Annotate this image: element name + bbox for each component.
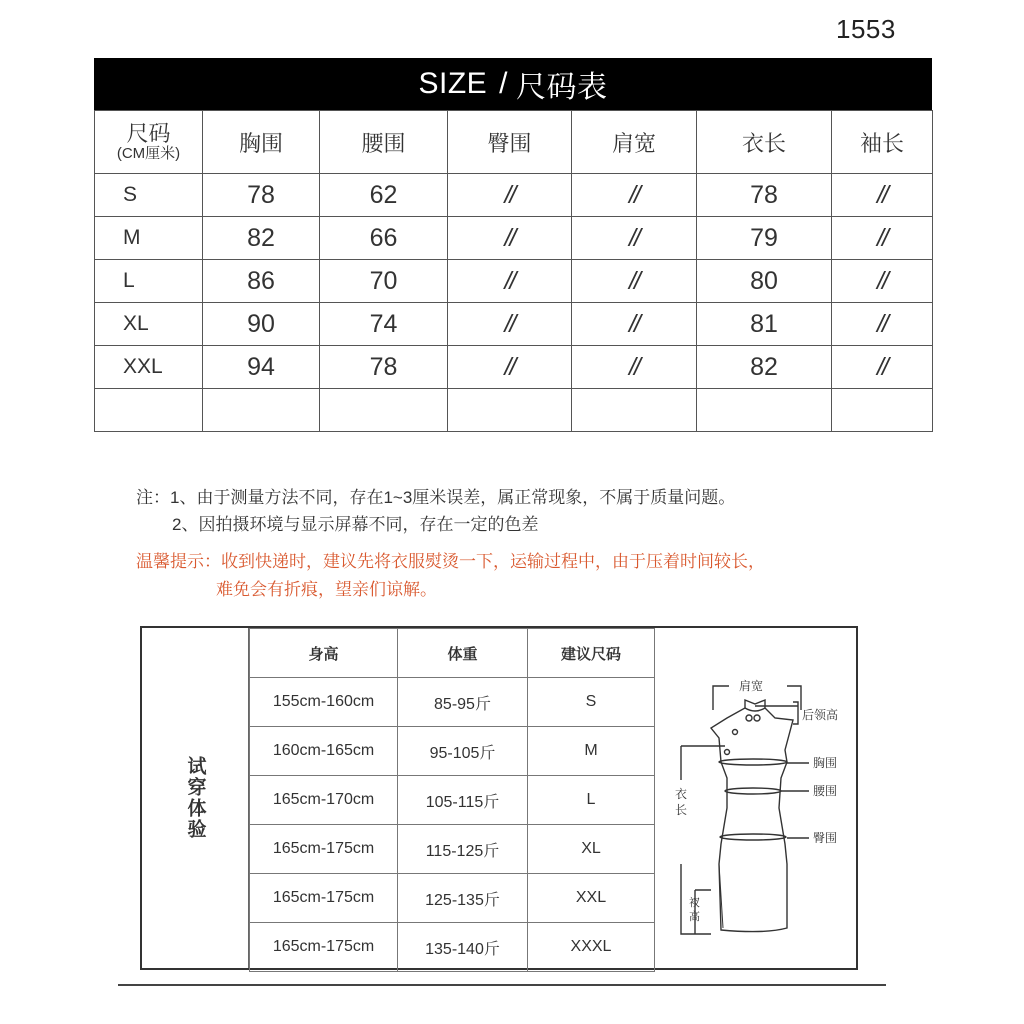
label-shoulder: 肩宽 bbox=[739, 679, 764, 693]
fit-row bbox=[250, 776, 655, 825]
value-cell bbox=[320, 389, 448, 432]
value-cell: // bbox=[832, 346, 933, 389]
value-cell bbox=[832, 389, 933, 432]
height-cell: 160cm-165cm bbox=[250, 727, 398, 776]
height-cell: 155cm-160cm bbox=[250, 678, 398, 727]
header-hip: 臀围 bbox=[448, 111, 572, 174]
weight-cell: 95-105斤 bbox=[398, 727, 528, 776]
size-cell bbox=[95, 389, 203, 432]
weight-cell: 85-95斤 bbox=[398, 678, 528, 727]
note-line-2: 2、因拍摄环境与显示屏幕不同，存在一定的色差 bbox=[172, 515, 539, 534]
value-cell: 78 bbox=[697, 174, 832, 217]
height-cell: 165cm-175cm bbox=[250, 825, 398, 874]
value-cell: // bbox=[832, 260, 933, 303]
table-row bbox=[95, 346, 933, 389]
header-shoulder: 肩宽 bbox=[572, 111, 697, 174]
label-length: 衣 bbox=[675, 787, 688, 801]
size-cell: M bbox=[95, 217, 203, 260]
header-waist: 腰围 bbox=[320, 111, 448, 174]
table-row bbox=[95, 174, 933, 217]
value-cell: // bbox=[572, 217, 697, 260]
value-cell: // bbox=[572, 174, 697, 217]
size-chart-title bbox=[94, 58, 932, 110]
label-chest: 胸围 bbox=[813, 756, 838, 770]
fit-header-row bbox=[250, 629, 655, 678]
value-cell: 66 bbox=[320, 217, 448, 260]
value-cell: // bbox=[572, 346, 697, 389]
size-cell: S bbox=[95, 174, 203, 217]
measurement-notes bbox=[136, 484, 735, 538]
table-row bbox=[95, 303, 933, 346]
note-line-1: 注：1、由于测量方法不同，存在1~3厘米误差，属正常现象，不属于质量问题。 bbox=[136, 488, 736, 507]
bottom-divider bbox=[118, 984, 886, 986]
weight-cell: 115-125斤 bbox=[398, 825, 528, 874]
height-cell: 165cm-175cm bbox=[250, 923, 398, 972]
height-cell: 165cm-170cm bbox=[250, 776, 398, 825]
weight-cell: 105-115斤 bbox=[398, 776, 528, 825]
value-cell: 86 bbox=[203, 260, 320, 303]
fit-row bbox=[250, 923, 655, 972]
size-cell: S bbox=[528, 678, 655, 727]
svg-text:高: 高 bbox=[689, 910, 700, 923]
value-cell: 80 bbox=[697, 260, 832, 303]
header-weight: 体重 bbox=[398, 629, 528, 678]
weight-cell: 125-135斤 bbox=[398, 874, 528, 923]
fit-row bbox=[250, 678, 655, 727]
table-row bbox=[95, 260, 933, 303]
header-height: 身高 bbox=[250, 629, 398, 678]
value-cell: 62 bbox=[320, 174, 448, 217]
tip-line-2: 难免会有折痕，望亲们谅解。 bbox=[216, 580, 437, 599]
value-cell: // bbox=[448, 217, 572, 260]
fit-table bbox=[249, 628, 655, 972]
size-cell: XXL bbox=[528, 874, 655, 923]
svg-text:长: 长 bbox=[675, 803, 688, 817]
value-cell: // bbox=[832, 174, 933, 217]
size-cell: M bbox=[528, 727, 655, 776]
size-cell: XXXL bbox=[528, 923, 655, 972]
table-header-row bbox=[95, 111, 933, 174]
size-cell: L bbox=[95, 260, 203, 303]
value-cell: // bbox=[832, 217, 933, 260]
value-cell: 94 bbox=[203, 346, 320, 389]
header-sleeve: 袖长 bbox=[832, 111, 933, 174]
size-chart bbox=[94, 58, 932, 432]
side-label-text: 试穿体验 bbox=[184, 756, 206, 840]
value-cell: 70 bbox=[320, 260, 448, 303]
value-cell: // bbox=[448, 303, 572, 346]
fit-row bbox=[250, 874, 655, 923]
value-cell: // bbox=[448, 260, 572, 303]
size-cell: XXL bbox=[95, 346, 203, 389]
fit-row bbox=[250, 727, 655, 776]
dress-outline-icon bbox=[655, 628, 857, 966]
label-hip: 臀围 bbox=[813, 831, 838, 845]
size-unit: (CM厘米) bbox=[116, 144, 181, 162]
value-cell bbox=[203, 389, 320, 432]
value-cell: // bbox=[572, 303, 697, 346]
value-cell bbox=[448, 389, 572, 432]
value-cell: // bbox=[448, 174, 572, 217]
value-cell bbox=[572, 389, 697, 432]
tip-line-1: 温馨提示：收到快递时，建议先将衣服熨烫一下，运输过程中，由于压着时间较长， bbox=[136, 552, 765, 571]
value-cell: 78 bbox=[320, 346, 448, 389]
weight-cell: 135-140斤 bbox=[398, 923, 528, 972]
label-waist: 腰围 bbox=[813, 784, 838, 798]
label-slit: 衩 bbox=[689, 896, 700, 909]
size-cell: XL bbox=[528, 825, 655, 874]
value-cell: // bbox=[832, 303, 933, 346]
value-cell: 81 bbox=[697, 303, 832, 346]
header-suggested-size: 建议尺码 bbox=[528, 629, 655, 678]
height-cell: 165cm-175cm bbox=[250, 874, 398, 923]
table-row-empty bbox=[95, 389, 933, 432]
fit-row bbox=[250, 825, 655, 874]
size-grid bbox=[94, 110, 933, 432]
value-cell: // bbox=[448, 346, 572, 389]
value-cell: // bbox=[572, 260, 697, 303]
label-collar: 后领高 bbox=[802, 708, 839, 722]
header-size bbox=[95, 111, 203, 174]
header-length: 衣长 bbox=[697, 111, 832, 174]
title-cn: 尺码表 bbox=[516, 71, 608, 104]
size-cell: L bbox=[528, 776, 655, 825]
value-cell: 74 bbox=[320, 303, 448, 346]
qipao-measurement-diagram bbox=[654, 628, 857, 968]
value-cell: 90 bbox=[203, 303, 320, 346]
value-cell: 82 bbox=[697, 346, 832, 389]
fit-side-label bbox=[142, 628, 249, 968]
warm-tip bbox=[136, 548, 765, 604]
value-cell: 78 bbox=[203, 174, 320, 217]
size-label: 尺码 bbox=[126, 120, 171, 146]
size-cell: XL bbox=[95, 303, 203, 346]
header-chest: 胸围 bbox=[203, 111, 320, 174]
value-cell: 82 bbox=[203, 217, 320, 260]
fit-experience-box bbox=[140, 626, 858, 970]
title-en: SIZE bbox=[418, 67, 488, 100]
title-separator: / bbox=[499, 67, 509, 100]
value-cell: 79 bbox=[697, 217, 832, 260]
table-row bbox=[95, 217, 933, 260]
page-number: 1553 bbox=[836, 14, 896, 44]
value-cell bbox=[697, 389, 832, 432]
